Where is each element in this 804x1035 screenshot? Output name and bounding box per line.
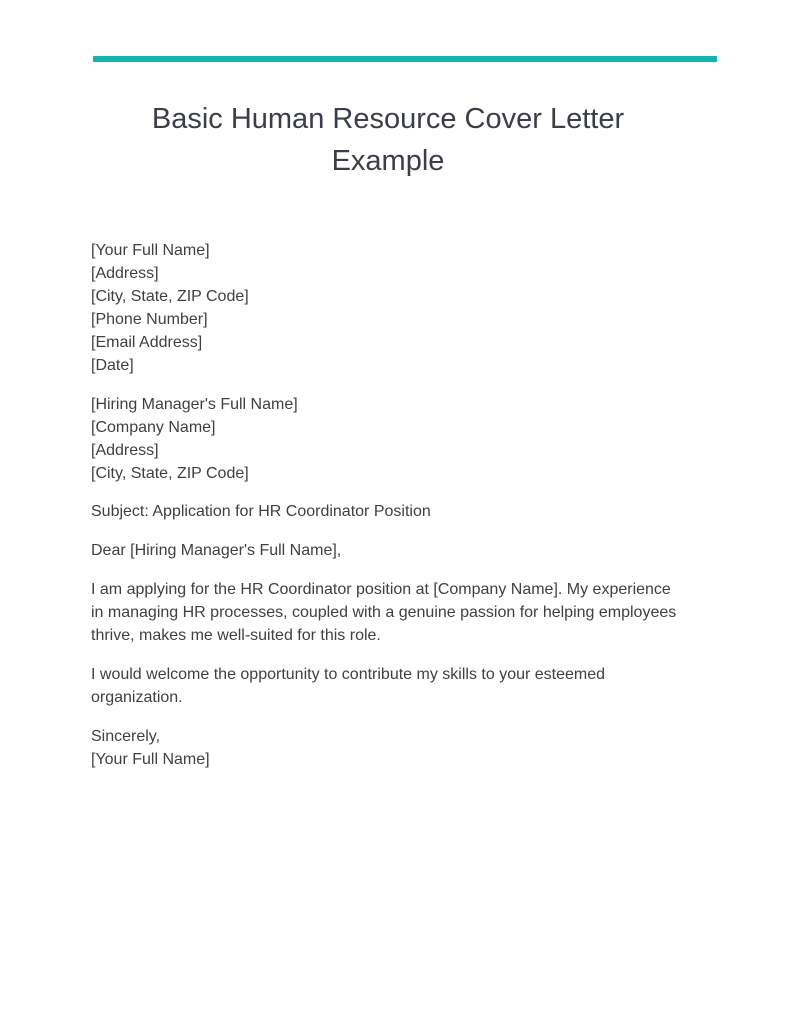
subject-line: Subject: Application for HR Coordinator Position	[91, 503, 431, 520]
recipient-line: [City, State, ZIP Code]	[91, 465, 249, 482]
sender-line: [Address]	[91, 265, 159, 282]
accent-bar	[93, 56, 717, 62]
sender-line: [Date]	[91, 357, 134, 374]
closing: Sincerely,	[91, 728, 161, 745]
recipient-address	[91, 393, 691, 485]
sender-line: [Your Full Name]	[91, 242, 210, 259]
sender-line: [Phone Number]	[91, 311, 208, 328]
sender-line: [Email Address]	[91, 334, 203, 351]
recipient-line: [Hiring Manager's Full Name]	[91, 396, 298, 413]
body-paragraph: I am applying for the HR Coordinator position at [Company Name]. My experience in managing HR processes, coupled with a genuine passion for helping employees thrive, makes me well-suited for this role.	[91, 581, 677, 644]
sender-line: [City, State, ZIP Code]	[91, 288, 249, 305]
document-title: Basic Human Resource Cover Letter Example	[151, 103, 625, 177]
sender-address	[91, 239, 691, 377]
signature: [Your Full Name]	[91, 751, 210, 768]
recipient-line: [Company Name]	[91, 419, 216, 436]
salutation: Dear [Hiring Manager's Full Name],	[91, 542, 342, 559]
recipient-line: [Address]	[91, 442, 159, 459]
body-paragraph: I would welcome the opportunity to contribute my skills to your esteemed organization.	[91, 666, 606, 706]
closing-block	[91, 725, 691, 771]
